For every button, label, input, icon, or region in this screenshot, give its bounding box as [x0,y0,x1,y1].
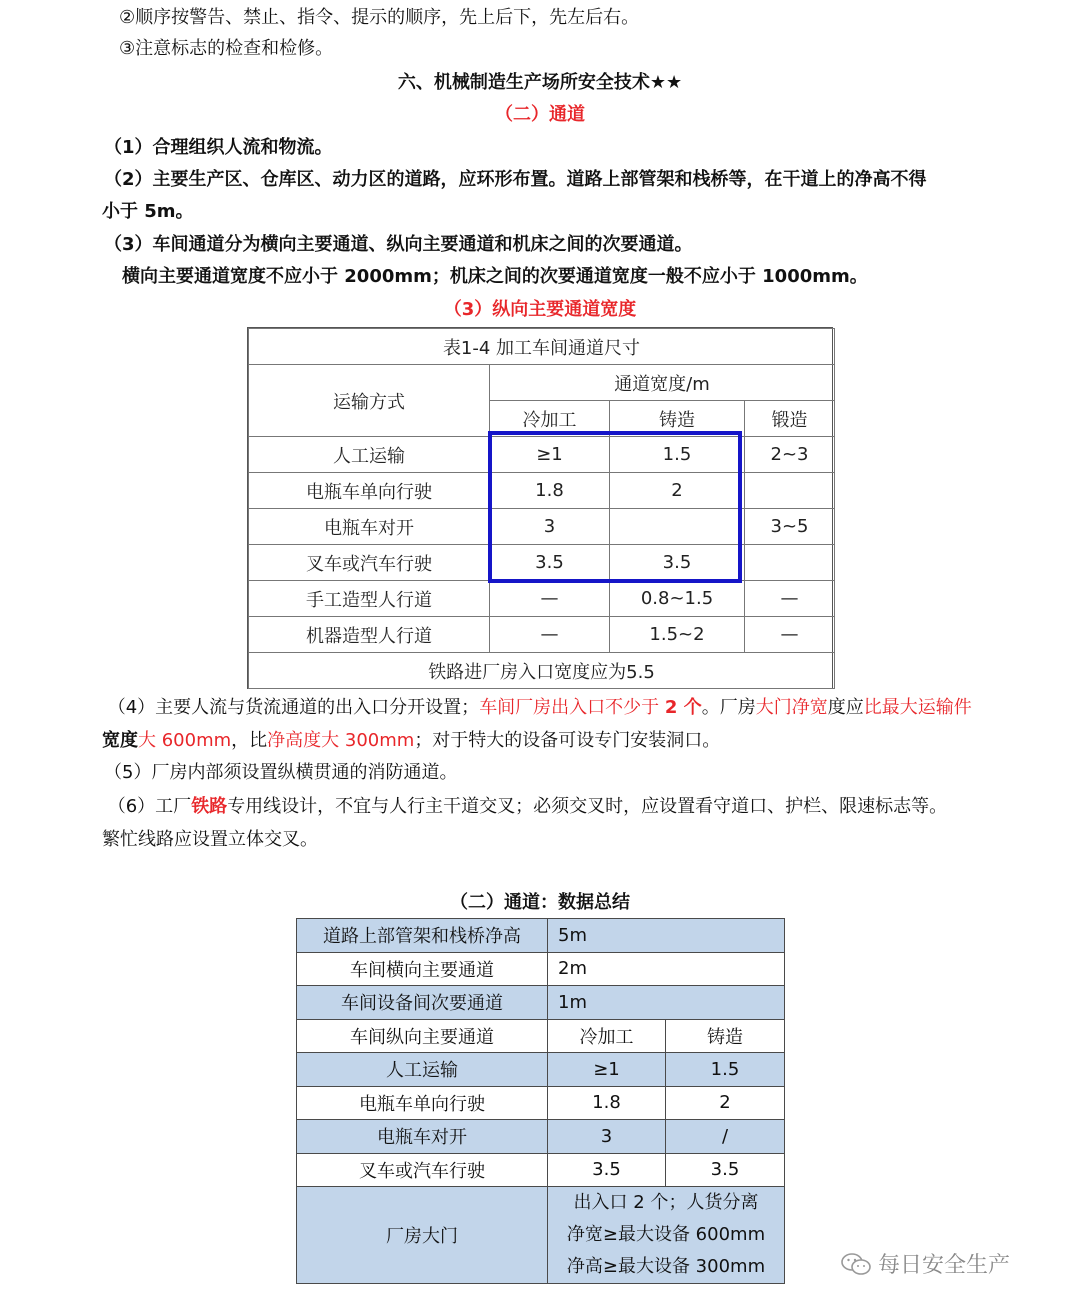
cell-cast: 1.5 [610,437,745,473]
p6-text: 繁忙线路应设置立体交叉。 [102,829,318,850]
table-row [249,545,835,581]
table-row [249,473,835,509]
summary-table [296,918,784,1284]
cell-forge: 3~5 [745,509,835,545]
cell-gate-details [548,1187,785,1284]
cell-mode: 电瓶车单向行驶 [249,473,490,509]
cell-cold: 3 [490,509,610,545]
gate-line: 出入口 2 个；人货分离 [573,1192,759,1213]
p4-text: 度应 [827,697,864,718]
p4-red-bold: 2 个 [664,697,702,718]
cell-cold: — [490,581,610,617]
table-row [297,1086,785,1120]
cell-forge [745,545,835,581]
p6-red-bold: 铁路 [191,796,228,817]
rule-2b: 小于 5m。 [102,201,194,222]
cell-label: 电瓶车单向行驶 [297,1086,548,1120]
cell-cast: / [666,1120,785,1154]
cell-mode: 手工造型人行道 [249,581,490,617]
table-row [297,919,785,953]
p4-red: 车间厂房出入口不少于 [479,697,665,718]
cell-value: 2m [548,952,785,986]
header-cold-work: 冷加工 [490,401,610,437]
table-row [297,1187,785,1284]
cell-cold: 1.8 [490,473,610,509]
p4-text: （4）主要人流与货流通道的出入口分开设置； [107,697,480,718]
gate-line: 净高≥最大设备 300mm [566,1256,766,1277]
cell-cold: 3.5 [548,1153,666,1187]
aisle-size-table [247,327,833,689]
cell-cast: 铸造 [666,1019,785,1053]
cell-cast: 2 [610,473,745,509]
paragraph-4 [102,691,982,757]
header-aisle-width: 通道宽度/m [490,365,835,401]
cell-cold: — [490,617,610,653]
table-row [297,1153,785,1187]
cell-cold: ≥1 [490,437,610,473]
cell-cast: 3.5 [610,545,745,581]
cell-cast: 0.8~1.5 [610,581,745,617]
cell-cast: 2 [666,1086,785,1120]
p4-bold: 宽度 [102,730,138,751]
intro-line-2: ③注意标志的检查和检修。 [119,38,334,59]
cell-cold: 1.8 [548,1086,666,1120]
p4-text: ；对于特大的设备可设专门安装洞口。 [414,730,721,751]
table-row [297,952,785,986]
cell-label: 叉车或汽车行驶 [297,1153,548,1187]
summary-title: （二）通道：数据总结 [450,892,630,913]
p4-red: 大 600mm [138,730,232,751]
cell-label: 人工运输 [297,1053,548,1087]
table-row [297,986,785,1020]
table-row [249,437,835,473]
table-row [249,581,835,617]
cell-value: 1m [548,986,785,1020]
cell-cast: 3.5 [666,1153,785,1187]
paragraph-5: （5）厂房内部须设置纵横贯通的消防通道。 [104,762,458,783]
table-heading: （3）纵向主要通道宽度 [443,299,637,320]
cell-forge: — [745,581,835,617]
watermark-text: 每日安全生产 [878,1253,1011,1278]
p6-text: 专用线设计，不宜与人行主干道交叉；必须交叉时，应设置看守道口、护栏、限速标志等。 [227,796,948,817]
cell-label: 车间纵向主要通道 [297,1019,548,1053]
header-transport-mode: 运输方式 [249,365,490,437]
header-forging: 锻造 [745,401,835,437]
section-title: 六、机械制造生产场所安全技术★★ [397,72,683,93]
table-row [297,1120,785,1154]
cell-mode: 人工运输 [249,437,490,473]
cell-mode: 机器造型人行道 [249,617,490,653]
cell-cast: 1.5~2 [610,617,745,653]
rule-1: （1）合理组织人流和物流。 [104,137,333,158]
table-caption: 表1-4 加工车间通道尺寸 [249,329,835,365]
cell-label: 厂房大门 [297,1187,548,1284]
table-row [297,1053,785,1087]
cell-label: 电瓶车对开 [297,1120,548,1154]
watermark [840,1248,1010,1279]
subsection-title: （二）通道 [495,104,585,125]
p4-red: 比最大运输件 [863,697,972,718]
rule-3: （3）车间通道分为横向主要通道、纵向主要通道和机床之间的次要通道。 [104,234,693,255]
table-row [297,1019,785,1053]
table-row [249,509,835,545]
cell-cold: 冷加工 [548,1019,666,1053]
p4-red: 大门净宽 [755,697,828,718]
cell-mode: 叉车或汽车行驶 [249,545,490,581]
p4-text: 。厂房 [701,697,756,718]
cell-cold: ≥1 [548,1053,666,1087]
paragraph-6 [102,790,982,856]
rule-2a: （2）主要生产区、仓库区、动力区的道路，应环形布置。道路上部管架和栈桥等，在干道上的净高不得 [104,169,927,190]
p4-text: ，比 [231,730,268,751]
cell-forge [745,473,835,509]
p4-red: 净高度大 300mm [267,730,415,751]
gate-line: 净宽≥最大设备 600mm [566,1224,766,1245]
p6-text: （6）工厂 [107,796,192,817]
intro-line-1: ②顺序按警告、禁止、指令、提示的顺序，先上后下，先左后右。 [119,7,640,28]
rule-3b: 横向主要通道宽度不应小于 2000mm；机床之间的次要通道宽度一般不应小于 1000mm。 [122,266,868,287]
table-row [249,617,835,653]
cell-label: 车间横向主要通道 [297,952,548,986]
cell-cold: 3.5 [490,545,610,581]
cell-label: 车间设备间次要通道 [297,986,548,1020]
table-footer: 铁路进厂房入口宽度应为5.5 [249,653,835,689]
cell-forge: — [745,617,835,653]
cell-mode: 电瓶车对开 [249,509,490,545]
cell-cast [610,509,745,545]
cell-forge: 2~3 [745,437,835,473]
cell-value: 5m [548,919,785,953]
cell-label: 道路上部管架和栈桥净高 [297,919,548,953]
wechat-icon [840,1253,872,1275]
cell-cast: 1.5 [666,1053,785,1087]
header-casting: 铸造 [610,401,745,437]
cell-cold: 3 [548,1120,666,1154]
